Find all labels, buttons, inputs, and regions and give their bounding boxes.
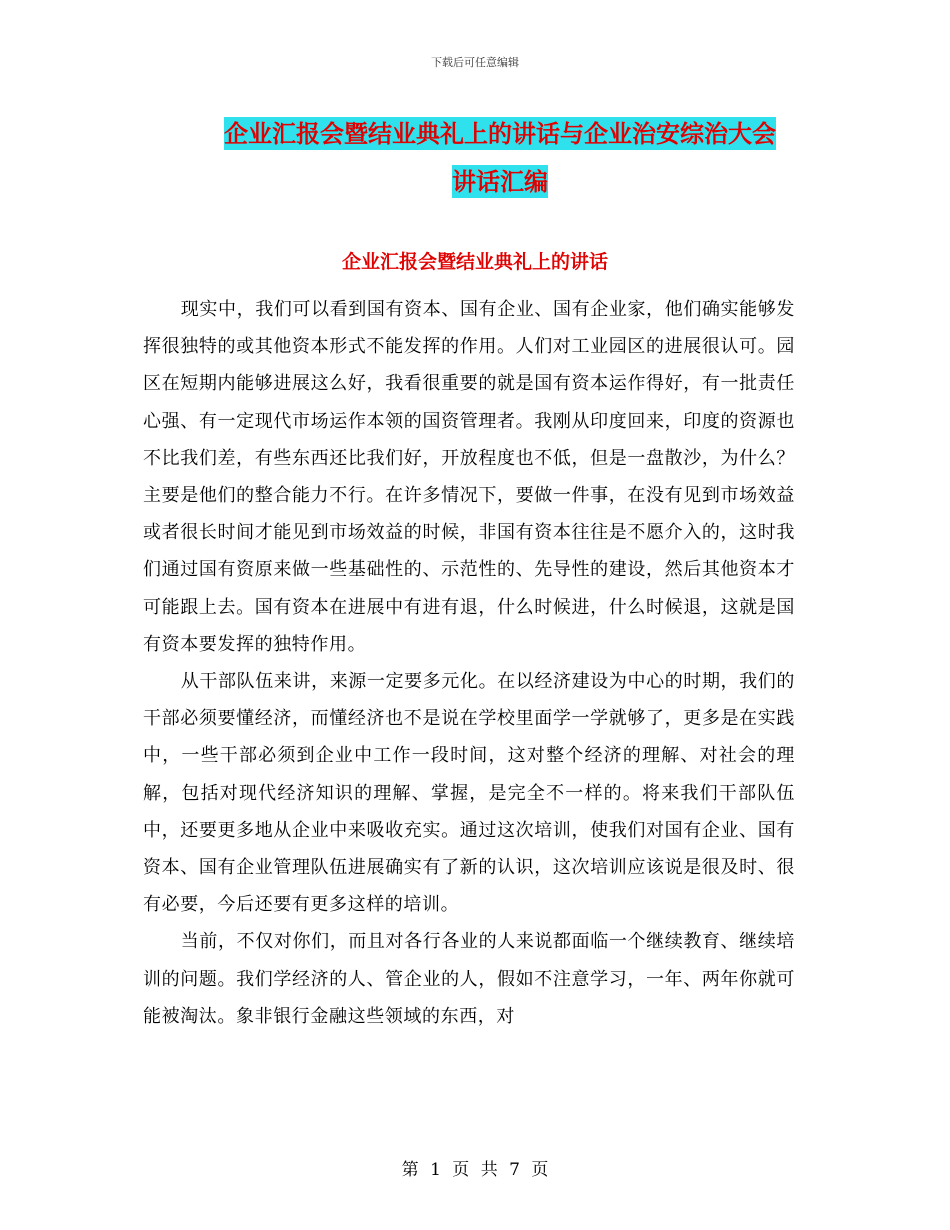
body-text <box>143 291 795 1035</box>
paragraph-1: 现实中，我们可以看到国有资本、国有企业、国有企业家，他们确实能够发挥很独特的或其他资本形式不能发挥的作用。人们对工业园区的进展很认可。园区在短期内能够进展这么好，我看很重要的就是国有资本运作得好，有一批责任心强、有一定现代市场运作本领的国资管理者。我刚从印度回来，印度的资源也不比我们差，有些东西还比我们好，开放程度也不低，但是一盘散沙，为什么？主要是他们的整合能力不行。在许多情况下，要做一件事，在没有见到市场效益或者很长时间才能见到市场效益的时候，非国有资本往往是不愿介入的，这时我们通过国有资原来做一些基础性的、示范性的、先导性的建设，然后其他资本才可能跟上去。国有资本在进展中有进有退，什么时候进，什么时候退，这就是国有资本要发挥的独特作用。 <box>143 299 795 655</box>
header-note: 下载后可任意编辑 <box>431 56 519 69</box>
paragraph-2: 从干部队伍来讲，来源一定要多元化。在以经济建设为中心的时期，我们的干部必须要懂经济，而懂经济也不是说在学校里面学一学就够了，更多是在实践中，一些干部必须到企业中工作一段时间，这对整个经济的理解、对社会的理解，包括对现代经济知识的理解、掌握，是完全不一样的。将来我们干部队伍中，还要更多地从企业中来吸收充实。通过这次培训，使我们对国有企业、国有资本、国有企业管理队伍进展确实有了新的认识，这次培训应该说是很及时、很有必要，今后还要有更多这样的培训。 <box>143 671 795 916</box>
page-number-footer: 第 1 页 共 7 页 <box>401 1160 549 1180</box>
document-title-line-1: 企业汇报会暨结业典礼上的讲话与企业治安综治大会 <box>224 119 776 148</box>
document-title <box>110 110 890 206</box>
section-title: 企业汇报会暨结业典礼上的讲话 <box>341 251 608 273</box>
paragraph-3: 当前，不仅对你们，而且对各行各业的人来说都面临一个继续教育、继续培训的问题。我们学经济的人、管企业的人，假如不注意学习，一年、两年你就可能被淘汰。象非银行金融这些领域的东西，对 <box>143 931 795 1027</box>
document-title-line-2: 讲话汇编 <box>452 167 548 196</box>
